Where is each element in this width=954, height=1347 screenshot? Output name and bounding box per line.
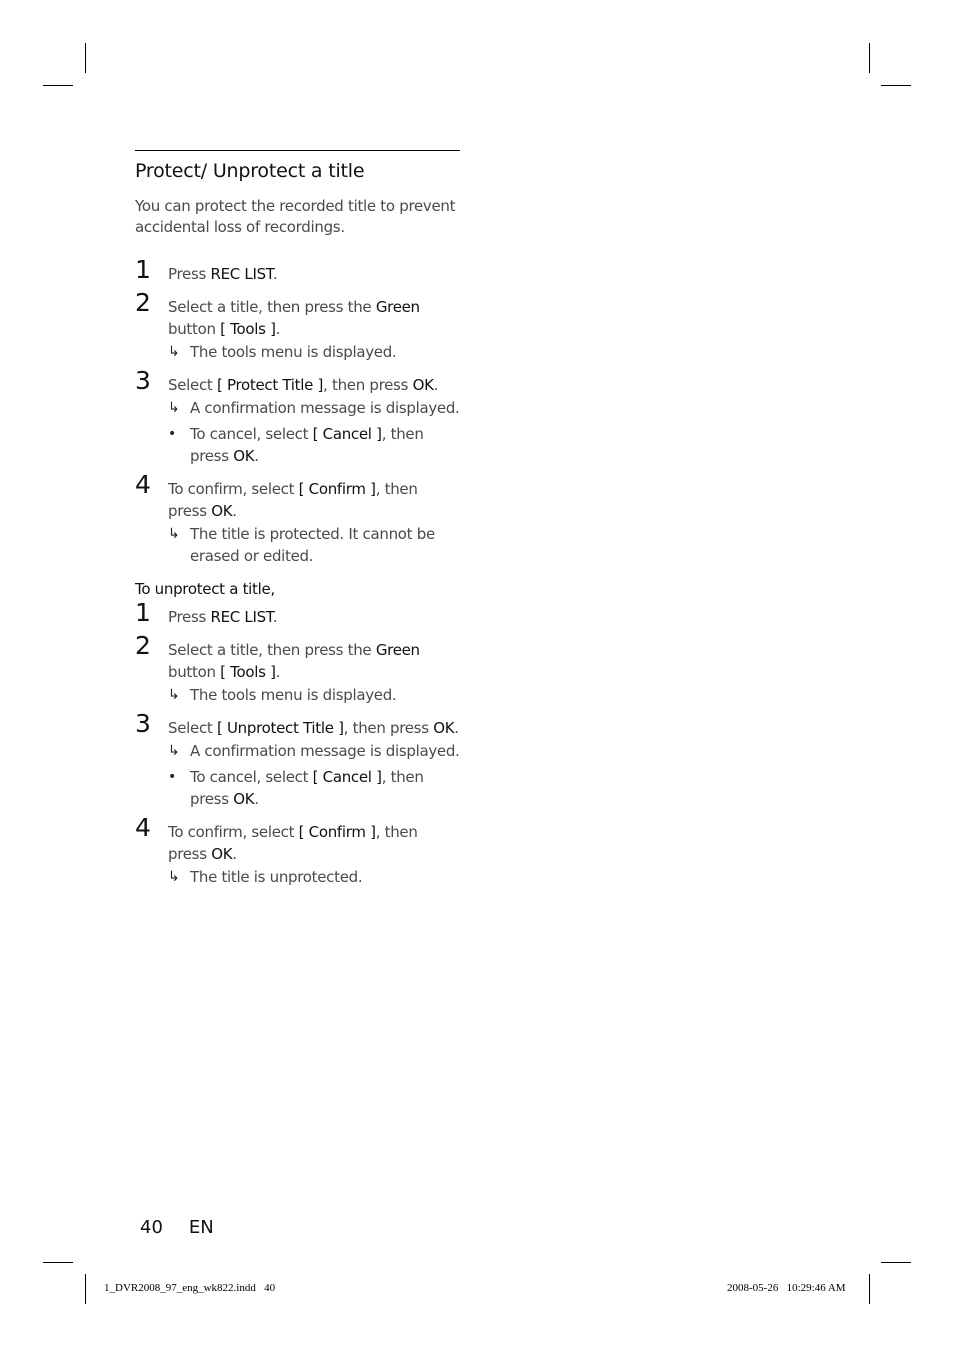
bullet-text: , then press	[190, 425, 424, 465]
result-text: The title is unprotected.	[190, 868, 363, 886]
step-key: REC LIST	[210, 608, 273, 626]
step-key: Green	[375, 298, 420, 316]
step-text: Select a title, then press the	[168, 641, 376, 659]
protect-step-2	[135, 288, 460, 363]
step-text: Select a title, then press the	[168, 298, 376, 316]
bullet-key: OK	[233, 447, 255, 465]
step-text: , then press	[168, 480, 418, 520]
section-title: Protect/ Unprotect a title	[135, 160, 365, 182]
step-text: .	[232, 845, 237, 863]
step-key: OK	[211, 502, 233, 520]
step-instruction	[168, 374, 460, 396]
section-rule	[135, 150, 460, 151]
step-key: [ Protect Title ]	[216, 376, 324, 394]
page-number: 40	[140, 1217, 163, 1238]
result-text: The tools menu is displayed.	[190, 686, 397, 704]
crop-mark-top-right-horizontal	[881, 85, 911, 86]
step-number: 3	[135, 709, 151, 738]
crop-mark-bottom-right-vertical	[869, 1274, 870, 1304]
result-arrow-icon: ↳	[168, 743, 180, 759]
crop-mark-top-left-vertical	[85, 43, 86, 73]
step-number: 1	[135, 255, 151, 284]
step-number: 4	[135, 813, 151, 842]
step-text: To confirm, select	[168, 823, 299, 841]
step-instruction	[168, 639, 460, 683]
step-key: Green	[375, 641, 420, 659]
result-arrow-icon: ↳	[168, 687, 180, 703]
result-text: The tools menu is displayed.	[190, 343, 397, 361]
step-text: .	[433, 376, 439, 394]
bullet-key: [ Cancel ]	[312, 768, 382, 786]
bullet-icon: •	[168, 426, 176, 442]
step-number: 4	[135, 470, 151, 499]
step-bullet	[168, 766, 460, 810]
unprotect-heading: To unprotect a title,	[135, 580, 275, 598]
step-instruction	[168, 606, 460, 628]
unprotect-step-3	[135, 709, 460, 810]
bullet-key: [ Cancel ]	[312, 425, 382, 443]
result-arrow-icon: ↳	[168, 526, 180, 542]
step-bullet	[168, 423, 460, 467]
step-key: [ Confirm ]	[298, 480, 376, 498]
step-text: Select	[168, 376, 217, 394]
print-timestamp: 2008-05-26 10:29:46 AM	[727, 1282, 846, 1294]
step-text: button	[168, 663, 221, 681]
language-code: EN	[188, 1217, 214, 1238]
bullet-text: , then press	[190, 768, 424, 808]
step-key: OK	[412, 376, 434, 394]
protect-steps-list	[135, 255, 460, 567]
step-instruction	[168, 263, 460, 285]
step-text: .	[275, 663, 281, 681]
step-text: Press	[168, 608, 211, 626]
step-result	[168, 684, 460, 706]
step-text: .	[454, 719, 459, 737]
step-instruction	[168, 821, 460, 865]
step-text: Select	[168, 719, 217, 737]
result-text: A confirmation message is displayed.	[190, 399, 460, 417]
protect-step-4	[135, 470, 460, 567]
unprotect-step-1	[135, 598, 460, 628]
result-arrow-icon: ↳	[168, 869, 180, 885]
bullet-text: .	[254, 447, 259, 465]
step-key: OK	[211, 845, 233, 863]
result-text: A confirmation message is displayed.	[190, 742, 460, 760]
unprotect-steps-list	[135, 598, 460, 888]
step-number: 1	[135, 598, 151, 627]
step-text: , then press	[168, 823, 418, 863]
content-column	[135, 150, 460, 899]
step-key: REC LIST	[210, 265, 273, 283]
step-result	[168, 866, 460, 888]
step-result	[168, 397, 460, 419]
step-instruction	[168, 478, 460, 522]
step-instruction	[168, 296, 460, 340]
print-file-name: 1_DVR2008_97_eng_wk822.indd 40	[104, 1282, 276, 1294]
step-text: , then press	[323, 376, 413, 394]
step-result	[168, 523, 460, 567]
step-text: .	[272, 265, 278, 283]
unprotect-step-2	[135, 631, 460, 706]
crop-mark-bottom-right-horizontal	[881, 1262, 911, 1263]
step-text: .	[232, 502, 237, 520]
step-number: 3	[135, 366, 151, 395]
step-key: OK	[433, 719, 455, 737]
step-number: 2	[135, 288, 151, 317]
step-text: button	[168, 320, 221, 338]
protect-step-3	[135, 366, 460, 467]
page-footer	[140, 1217, 214, 1238]
step-text: Press	[168, 265, 211, 283]
step-key: [ Unprotect Title ]	[216, 719, 344, 737]
unprotect-step-4	[135, 813, 460, 888]
step-key: [ Tools ]	[220, 663, 276, 681]
step-key: [ Tools ]	[220, 320, 276, 338]
bullet-icon: •	[168, 769, 176, 785]
step-key: [ Confirm ]	[298, 823, 376, 841]
bullet-key: OK	[233, 790, 255, 808]
bullet-text: To cancel, select	[190, 768, 313, 786]
crop-mark-top-left-horizontal	[43, 85, 73, 86]
result-arrow-icon: ↳	[168, 344, 180, 360]
section-intro: You can protect the recorded title to prevent accidental loss of recordings.	[135, 197, 456, 236]
crop-mark-bottom-left-horizontal	[43, 1262, 73, 1263]
result-arrow-icon: ↳	[168, 400, 180, 416]
step-text: .	[272, 608, 278, 626]
step-text: .	[275, 320, 281, 338]
crop-mark-bottom-left-vertical	[85, 1274, 86, 1304]
step-result	[168, 341, 460, 363]
step-number: 2	[135, 631, 151, 660]
step-instruction	[168, 717, 460, 739]
result-text: The title is protected. It cannot be erased or edited.	[190, 525, 435, 565]
bullet-text: .	[254, 790, 259, 808]
bullet-text: To cancel, select	[190, 425, 313, 443]
step-text: , then press	[343, 719, 434, 737]
step-text: To confirm, select	[168, 480, 299, 498]
step-result	[168, 740, 460, 762]
crop-mark-top-right-vertical	[869, 43, 870, 73]
protect-step-1	[135, 255, 460, 285]
